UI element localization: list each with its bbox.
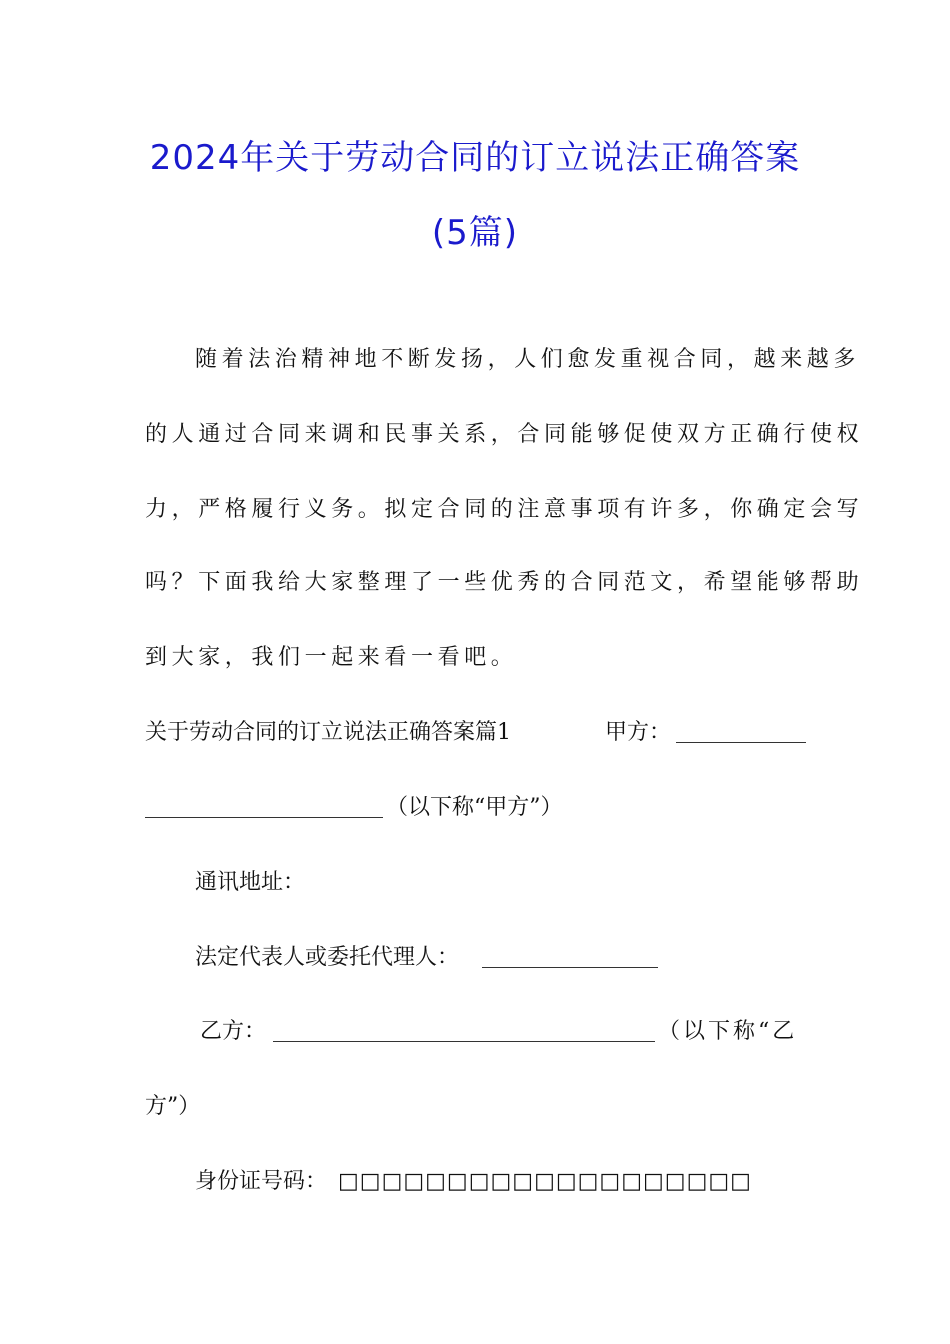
intro-line: 的人通过合同来调和民事关系，合同能够促使双方正确行使权 [145,422,864,447]
party-a-name-blank[interactable] [676,720,806,743]
party-a-suffix: （以下称“甲方”） [386,795,563,820]
intro-line: 到大家，我们一起来看一看吧。 [145,645,518,670]
id-number-boxes[interactable]: □□□□□□□□□□□□□□□□□□□ [338,1169,752,1194]
section-heading: 关于劳动合同的订立说法正确答案篇1 [145,720,511,745]
intro-line: 力，严格履行义务。拟定合同的注意事项有许多，你确定会写 [145,497,864,522]
intro-line: 随着法治精神地不断发扬，人们愈发重视合同，越来越多 [195,347,861,372]
id-number-label: 身份证号码： [195,1169,328,1194]
document-title: 2024年关于劳动合同的订立说法正确答案 [149,138,801,178]
intro-line: 吗？下面我给大家整理了一些优秀的合同范文，希望能够帮助 [145,570,864,595]
party-b-suffix: （以下称“乙 [658,1019,798,1044]
address-label: 通讯地址： [195,870,306,895]
representative-label: 法定代表人或委托代理人： [195,945,460,970]
party-a-label: 甲方： [605,720,672,745]
party-a-name-blank-continued[interactable] [145,795,383,818]
party-b-suffix-continued: 方”） [145,1094,201,1119]
representative-blank[interactable] [482,945,658,968]
party-b-label: 乙方： [200,1019,267,1044]
party-b-name-blank[interactable] [273,1019,655,1042]
document-title-count: (5篇) [431,213,519,253]
